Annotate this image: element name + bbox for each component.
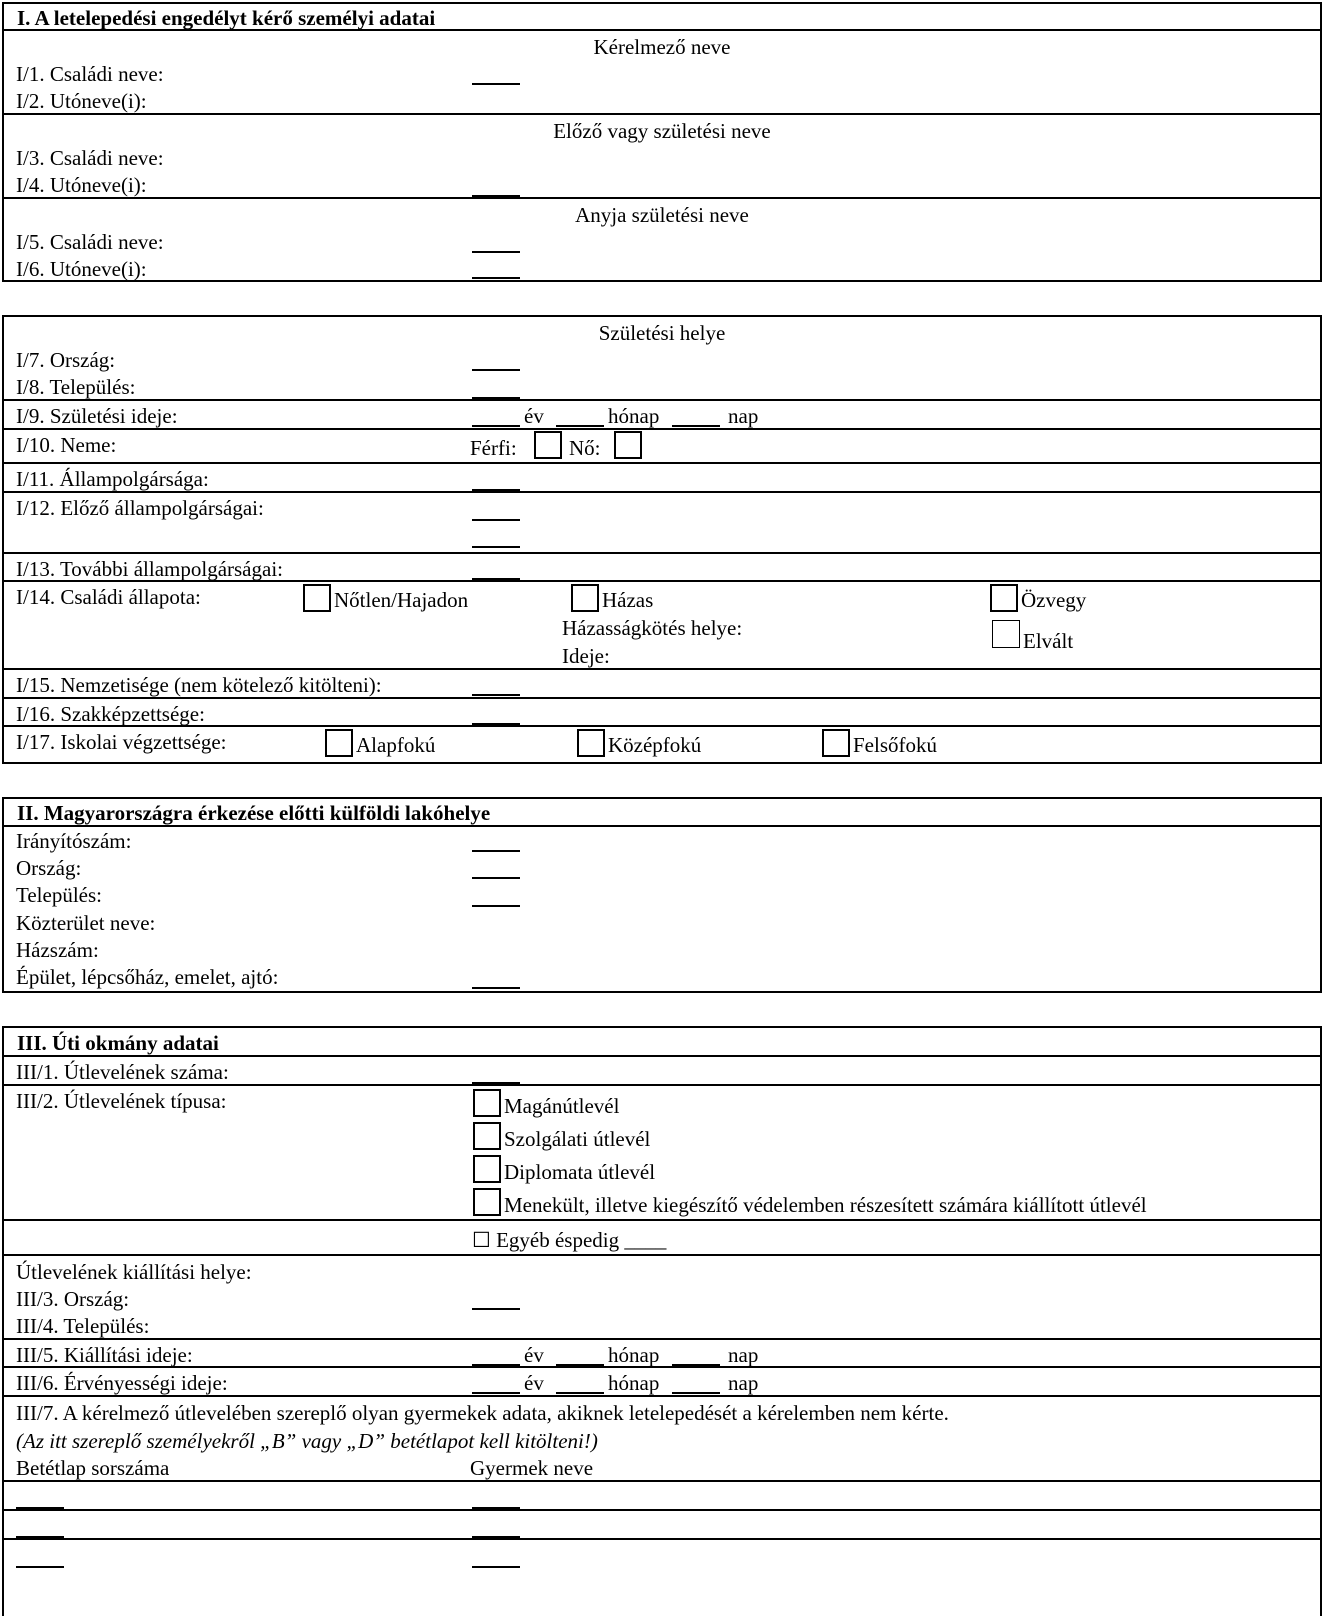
nationality-row bbox=[4, 670, 1320, 699]
month-label: hónap bbox=[608, 404, 660, 428]
education-row bbox=[4, 727, 1320, 762]
birth-place-group bbox=[4, 317, 1320, 401]
mother-family-name-input[interactable] bbox=[472, 251, 520, 253]
group-heading: Születési helye bbox=[598, 321, 726, 345]
zip-input[interactable] bbox=[472, 850, 520, 852]
other-passport-row bbox=[4, 1221, 1320, 1256]
field-label: I/2. Utóneve(i): bbox=[16, 89, 147, 113]
validity-date-row bbox=[4, 1368, 1320, 1397]
further-citizenship-input[interactable] bbox=[472, 578, 520, 580]
previous-citizenship-row bbox=[4, 493, 1320, 554]
column-header-sheet-number: Betétlap sorszáma bbox=[16, 1456, 170, 1480]
passport-number-row bbox=[4, 1057, 1320, 1086]
sheet-number-input[interactable] bbox=[16, 1536, 64, 1538]
field-label: Irányítószám: bbox=[16, 829, 132, 853]
birth-date-row bbox=[4, 401, 1320, 430]
child-name-input[interactable] bbox=[472, 1536, 520, 1538]
marriage-date-label: Ideje: bbox=[562, 644, 610, 668]
field-label: I/11. Állampolgársága: bbox=[16, 467, 209, 491]
section-personal-data bbox=[2, 2, 1322, 282]
private-passport-label: Magánútlevél bbox=[504, 1094, 620, 1118]
issue-place-row bbox=[4, 1256, 1320, 1340]
field-label: Ország: bbox=[16, 856, 82, 880]
year-label: év bbox=[524, 1343, 544, 1367]
primary-education-checkbox[interactable] bbox=[325, 729, 353, 757]
section-title-row bbox=[4, 799, 1320, 827]
sheet-number-input[interactable] bbox=[16, 1566, 64, 1568]
field-label: Házszám: bbox=[16, 938, 99, 962]
issue-day-input[interactable] bbox=[672, 1364, 720, 1366]
section-title-row bbox=[4, 4, 1320, 31]
other-passport-option[interactable]: ☐ Egyéb éspedig ____ bbox=[472, 1228, 667, 1252]
field-label: I/7. Ország: bbox=[16, 348, 116, 372]
section-birth-data bbox=[2, 315, 1322, 764]
citizenship-input[interactable] bbox=[472, 489, 520, 491]
section-title: I. A letelepedési engedélyt kérő személyi adatai bbox=[17, 6, 436, 30]
address-fields bbox=[4, 827, 1320, 991]
private-passport-checkbox[interactable] bbox=[473, 1089, 501, 1117]
single-label: Nőtlen/Hajadon bbox=[334, 588, 469, 612]
sheet-number-input[interactable] bbox=[16, 1507, 64, 1509]
field-label: I/17. Iskolai végzettsége: bbox=[16, 730, 227, 754]
table-row bbox=[4, 1540, 1320, 1570]
field-label: III/2. Útlevelének típusa: bbox=[16, 1089, 227, 1113]
higher-education-label: Felsőfokú bbox=[853, 733, 937, 757]
field-label: I/6. Utóneve(i): bbox=[16, 257, 147, 281]
divorced-label: Elvált bbox=[1023, 629, 1074, 653]
birth-city-input[interactable] bbox=[472, 397, 520, 399]
validity-month-input[interactable] bbox=[556, 1392, 604, 1394]
married-label: Házas bbox=[602, 588, 654, 612]
month-label: hónap bbox=[608, 1343, 660, 1367]
column-header-child-name: Gyermek neve bbox=[470, 1456, 594, 1480]
field-label: I/13. További állampolgárságai: bbox=[16, 557, 283, 581]
field-label: I/14. Családi állapota: bbox=[16, 585, 201, 609]
passport-number-input[interactable] bbox=[472, 1082, 520, 1084]
mother-name-group bbox=[4, 199, 1320, 282]
qualification-row bbox=[4, 699, 1320, 727]
children-instruction: III/7. A kérelmező útlevelében szereplő olyan gyermekek adata, akiknek letelepedését a kérelemben nem kérte. bbox=[16, 1401, 949, 1425]
validity-year-input[interactable] bbox=[472, 1392, 520, 1394]
children-header-row bbox=[4, 1397, 1320, 1482]
validity-day-input[interactable] bbox=[672, 1392, 720, 1394]
building-input[interactable] bbox=[472, 987, 520, 989]
day-label: nap bbox=[728, 1343, 759, 1367]
issue-month-input[interactable] bbox=[556, 1364, 604, 1366]
family-name-input[interactable] bbox=[472, 83, 520, 85]
refugee-passport-label: Menekült, illetve kiegészítő védelemben részesített számára kiállított útlevél bbox=[504, 1193, 1147, 1217]
field-label: Épület, lépcsőház, emelet, ajtó: bbox=[16, 965, 279, 989]
refugee-passport-checkbox[interactable] bbox=[473, 1188, 501, 1216]
field-label: I/1. Családi neve: bbox=[16, 62, 164, 86]
table-row bbox=[4, 1482, 1320, 1511]
field-label: I/5. Családi neve: bbox=[16, 230, 164, 254]
birth-month-input[interactable] bbox=[556, 425, 604, 427]
issue-year-input[interactable] bbox=[472, 1364, 520, 1366]
mother-given-name-input[interactable] bbox=[472, 277, 520, 279]
field-label: I/16. Szakképzettsége: bbox=[16, 702, 205, 726]
section-foreign-residence bbox=[2, 797, 1322, 993]
month-label: hónap bbox=[608, 1371, 660, 1395]
children-note: (Az itt szereplő személyekről „B” vagy „D” betétlapot kell kitölteni!) bbox=[16, 1429, 598, 1453]
field-label: I/10. Neme: bbox=[16, 433, 117, 457]
child-name-input[interactable] bbox=[472, 1507, 520, 1509]
birth-day-input[interactable] bbox=[672, 425, 720, 427]
birth-year-input[interactable] bbox=[472, 425, 520, 427]
field-label: I/15. Nemzetisége (nem kötelező kitölteni): bbox=[16, 673, 382, 697]
field-label: I/4. Utóneve(i): bbox=[16, 173, 147, 197]
secondary-education-label: Középfokú bbox=[608, 733, 702, 757]
field-label: I/8. Település: bbox=[16, 375, 136, 399]
field-label: III/1. Útlevelének száma: bbox=[16, 1060, 229, 1084]
widowed-label: Özvegy bbox=[1021, 588, 1087, 612]
field-label: III/5. Kiállítási ideje: bbox=[16, 1343, 193, 1367]
male-label: Férfi: bbox=[470, 436, 517, 460]
qualification-input[interactable] bbox=[472, 723, 520, 725]
prev-given-name-input[interactable] bbox=[472, 195, 520, 197]
child-name-input[interactable] bbox=[472, 1566, 520, 1568]
field-label: I/12. Előző állampolgárságai: bbox=[16, 496, 264, 520]
previous-name-group bbox=[4, 115, 1320, 199]
field-label: Település: bbox=[16, 883, 102, 907]
applicant-name-group bbox=[4, 31, 1320, 115]
diplomatic-passport-checkbox[interactable] bbox=[473, 1155, 501, 1183]
marriage-place-label: Házasságkötés helye: bbox=[562, 616, 743, 640]
residence-country-input[interactable] bbox=[472, 877, 520, 879]
single-checkbox[interactable] bbox=[303, 584, 331, 612]
field-label: Közterület neve: bbox=[16, 911, 156, 935]
birth-country-input[interactable] bbox=[472, 369, 520, 371]
section-title: II. Magyarországra érkezése előtti külföldi lakóhelye bbox=[17, 801, 491, 825]
passport-type-row bbox=[4, 1086, 1320, 1221]
issue-date-row bbox=[4, 1340, 1320, 1368]
service-passport-checkbox[interactable] bbox=[473, 1122, 501, 1150]
sex-row bbox=[4, 430, 1320, 464]
section-title-row bbox=[4, 1028, 1320, 1057]
service-passport-label: Szolgálati útlevél bbox=[504, 1127, 651, 1151]
field-label: III/6. Érvényességi ideje: bbox=[16, 1371, 228, 1395]
widowed-checkbox[interactable] bbox=[990, 584, 1018, 612]
section-title: III. Úti okmány adatai bbox=[17, 1031, 219, 1055]
group-heading: Anyja születési neve bbox=[575, 203, 749, 227]
group-heading: Kérelmező neve bbox=[593, 35, 731, 59]
higher-education-checkbox[interactable] bbox=[822, 729, 850, 757]
prev-citizenship-input-1[interactable] bbox=[472, 519, 520, 521]
issue-country-input[interactable] bbox=[472, 1308, 520, 1310]
female-label: Nő: bbox=[569, 436, 601, 460]
nationality-input[interactable] bbox=[472, 694, 520, 696]
secondary-education-checkbox[interactable] bbox=[577, 729, 605, 757]
diplomatic-passport-label: Diplomata útlevél bbox=[504, 1160, 656, 1184]
table-row bbox=[4, 1511, 1320, 1540]
marital-status-row bbox=[4, 582, 1320, 670]
prev-citizenship-input-2[interactable] bbox=[472, 546, 520, 548]
citizenship-row bbox=[4, 464, 1320, 493]
primary-education-label: Alapfokú bbox=[356, 733, 436, 757]
day-label: nap bbox=[728, 404, 759, 428]
married-checkbox[interactable] bbox=[571, 584, 599, 612]
section-travel-document bbox=[2, 1026, 1322, 1616]
male-checkbox[interactable] bbox=[534, 431, 562, 459]
field-label: III/4. Település: bbox=[16, 1314, 150, 1338]
day-label: nap bbox=[728, 1371, 759, 1395]
field-label: III/3. Ország: bbox=[16, 1287, 130, 1311]
group-heading: Előző vagy születési neve bbox=[553, 119, 771, 143]
field-label: I/3. Családi neve: bbox=[16, 146, 164, 170]
field-label: I/9. Születési ideje: bbox=[16, 404, 178, 428]
year-label: év bbox=[524, 1371, 544, 1395]
year-label: év bbox=[524, 404, 544, 428]
divorced-checkbox[interactable] bbox=[992, 620, 1020, 648]
female-checkbox[interactable] bbox=[614, 431, 642, 459]
further-citizenship-row bbox=[4, 554, 1320, 582]
residence-city-input[interactable] bbox=[472, 905, 520, 907]
field-label: Útlevelének kiállítási helye: bbox=[16, 1260, 252, 1284]
